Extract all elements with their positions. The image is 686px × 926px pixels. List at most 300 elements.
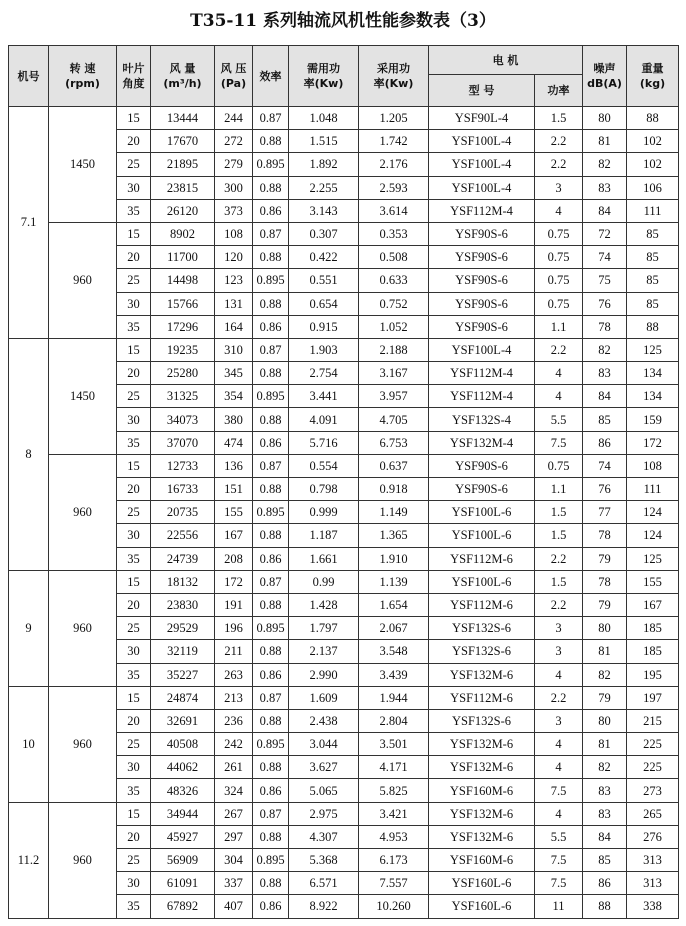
cell-air-flow: 18132 (151, 570, 215, 593)
cell-speed: 960 (49, 570, 117, 686)
cell-motor-power: 4 (535, 733, 583, 756)
cell-noise: 80 (583, 107, 627, 130)
cell-noise: 82 (583, 338, 627, 361)
cell-required-power: 0.307 (289, 222, 359, 245)
cell-air-flow: 32691 (151, 709, 215, 732)
cell-noise: 80 (583, 709, 627, 732)
cell-motor-power: 2.2 (535, 686, 583, 709)
cell-noise: 85 (583, 408, 627, 431)
cell-air-flow: 31325 (151, 385, 215, 408)
cell-air-flow: 61091 (151, 872, 215, 895)
cell-air-flow: 23815 (151, 176, 215, 199)
cell-noise: 79 (583, 547, 627, 570)
cell-motor-power: 1.5 (535, 107, 583, 130)
cell-motor-type: YSF132S-4 (429, 408, 535, 431)
header-speed (49, 46, 117, 107)
cell-air-flow: 12733 (151, 454, 215, 477)
cell-used-power: 4.953 (359, 825, 429, 848)
cell-motor-power: 3 (535, 176, 583, 199)
cell-noise: 85 (583, 849, 627, 872)
cell-pressure: 300 (215, 176, 253, 199)
table-row (9, 222, 679, 245)
cell-efficiency: 0.86 (253, 315, 289, 338)
cell-pressure: 244 (215, 107, 253, 130)
header-speed-line1: 转 速 (69, 62, 96, 75)
cell-motor-type: YSF132S-6 (429, 617, 535, 640)
cell-pressure: 164 (215, 315, 253, 338)
cell-efficiency: 0.895 (253, 501, 289, 524)
cell-efficiency: 0.88 (253, 292, 289, 315)
cell-required-power: 5.716 (289, 431, 359, 454)
header-model-no: 机号 (9, 46, 49, 107)
cell-motor-power: 7.5 (535, 872, 583, 895)
cell-required-power: 8.922 (289, 895, 359, 918)
cell-weight: 124 (627, 501, 679, 524)
cell-blade-angle: 20 (117, 362, 151, 385)
cell-motor-type: YSF132S-6 (429, 640, 535, 663)
cell-motor-type: YSF112M-4 (429, 199, 535, 222)
cell-blade-angle: 35 (117, 431, 151, 454)
cell-pressure: 267 (215, 802, 253, 825)
cell-required-power: 0.554 (289, 454, 359, 477)
cell-noise: 78 (583, 315, 627, 338)
cell-required-power: 1.187 (289, 524, 359, 547)
header-required-power-line2: 率(Kw) (303, 77, 344, 90)
cell-pressure: 261 (215, 756, 253, 779)
cell-required-power: 1.048 (289, 107, 359, 130)
cell-noise: 76 (583, 292, 627, 315)
cell-motor-type: YSF100L-4 (429, 153, 535, 176)
cell-motor-type: YSF90S-6 (429, 246, 535, 269)
header-flow (151, 46, 215, 107)
cell-motor-type: YSF100L-6 (429, 524, 535, 547)
header-pressure (215, 46, 253, 107)
cell-air-flow: 21895 (151, 153, 215, 176)
performance-table (8, 45, 679, 919)
cell-noise: 84 (583, 825, 627, 848)
cell-pressure: 196 (215, 617, 253, 640)
cell-motor-power: 0.75 (535, 269, 583, 292)
header-angle (117, 46, 151, 107)
cell-required-power: 1.903 (289, 338, 359, 361)
cell-noise: 76 (583, 478, 627, 501)
cell-noise: 86 (583, 872, 627, 895)
cell-motor-power: 3 (535, 640, 583, 663)
cell-efficiency: 0.88 (253, 478, 289, 501)
cell-blade-angle: 20 (117, 478, 151, 501)
cell-used-power: 1.365 (359, 524, 429, 547)
cell-used-power: 1.654 (359, 593, 429, 616)
header-motor-power: 功率 (535, 75, 583, 107)
cell-used-power: 1.205 (359, 107, 429, 130)
cell-motor-type: YSF100L-4 (429, 176, 535, 199)
cell-efficiency: 0.87 (253, 107, 289, 130)
cell-pressure: 151 (215, 478, 253, 501)
cell-pressure: 213 (215, 686, 253, 709)
cell-blade-angle: 25 (117, 501, 151, 524)
cell-air-flow: 16733 (151, 478, 215, 501)
cell-air-flow: 20735 (151, 501, 215, 524)
header-weight-line1: 重量 (641, 62, 664, 75)
cell-used-power: 7.557 (359, 872, 429, 895)
cell-used-power: 6.173 (359, 849, 429, 872)
cell-used-power: 2.804 (359, 709, 429, 732)
cell-weight: 225 (627, 733, 679, 756)
cell-noise: 81 (583, 640, 627, 663)
cell-motor-type: YSF112M-4 (429, 385, 535, 408)
cell-air-flow: 19235 (151, 338, 215, 361)
cell-blade-angle: 25 (117, 733, 151, 756)
cell-weight: 124 (627, 524, 679, 547)
cell-noise: 84 (583, 385, 627, 408)
header-angle-line2: 角度 (122, 77, 145, 90)
header-noise (583, 46, 627, 107)
cell-motor-type: YSF132S-6 (429, 709, 535, 732)
cell-used-power: 6.753 (359, 431, 429, 454)
cell-efficiency: 0.88 (253, 246, 289, 269)
cell-efficiency: 0.87 (253, 802, 289, 825)
cell-motor-type: YSF132M-6 (429, 756, 535, 779)
cell-required-power: 0.422 (289, 246, 359, 269)
cell-motor-type: YSF90L-4 (429, 107, 535, 130)
cell-blade-angle: 35 (117, 779, 151, 802)
cell-air-flow: 67892 (151, 895, 215, 918)
cell-noise: 74 (583, 246, 627, 269)
cell-motor-type: YSF160L-6 (429, 895, 535, 918)
cell-motor-type: YSF112M-4 (429, 362, 535, 385)
table-row (9, 107, 679, 130)
cell-weight: 102 (627, 130, 679, 153)
cell-blade-angle: 35 (117, 547, 151, 570)
cell-blade-angle: 20 (117, 825, 151, 848)
cell-motor-type: YSF112M-6 (429, 547, 535, 570)
header-speed-line2: (rpm) (65, 77, 100, 90)
cell-required-power: 4.091 (289, 408, 359, 431)
cell-motor-power: 7.5 (535, 849, 583, 872)
cell-weight: 134 (627, 385, 679, 408)
cell-used-power: 5.825 (359, 779, 429, 802)
cell-used-power: 2.176 (359, 153, 429, 176)
cell-efficiency: 0.87 (253, 454, 289, 477)
cell-used-power: 3.957 (359, 385, 429, 408)
cell-air-flow: 45927 (151, 825, 215, 848)
cell-motor-type: YSF90S-6 (429, 454, 535, 477)
cell-pressure: 211 (215, 640, 253, 663)
cell-used-power: 0.353 (359, 222, 429, 245)
cell-blade-angle: 25 (117, 153, 151, 176)
cell-used-power: 0.508 (359, 246, 429, 269)
cell-speed: 960 (49, 222, 117, 338)
cell-efficiency: 0.88 (253, 825, 289, 848)
cell-weight: 125 (627, 547, 679, 570)
cell-used-power: 2.593 (359, 176, 429, 199)
cell-air-flow: 37070 (151, 431, 215, 454)
cell-required-power: 1.661 (289, 547, 359, 570)
cell-motor-type: YSF160M-6 (429, 849, 535, 872)
cell-motor-power: 4 (535, 199, 583, 222)
cell-blade-angle: 35 (117, 199, 151, 222)
cell-required-power: 1.892 (289, 153, 359, 176)
cell-required-power: 2.137 (289, 640, 359, 663)
cell-air-flow: 56909 (151, 849, 215, 872)
cell-efficiency: 0.88 (253, 872, 289, 895)
table-header (9, 46, 679, 107)
cell-motor-type: YSF132M-4 (429, 431, 535, 454)
cell-required-power: 5.065 (289, 779, 359, 802)
cell-used-power: 1.910 (359, 547, 429, 570)
cell-motor-type: YSF160L-6 (429, 872, 535, 895)
cell-air-flow: 15766 (151, 292, 215, 315)
header-motor: 电 机 (429, 46, 583, 75)
cell-pressure: 136 (215, 454, 253, 477)
cell-blade-angle: 30 (117, 408, 151, 431)
header-weight (627, 46, 679, 107)
cell-required-power: 2.754 (289, 362, 359, 385)
cell-efficiency: 0.86 (253, 431, 289, 454)
cell-weight: 167 (627, 593, 679, 616)
cell-blade-angle: 25 (117, 849, 151, 872)
cell-motor-power: 7.5 (535, 779, 583, 802)
cell-blade-angle: 25 (117, 385, 151, 408)
cell-noise: 81 (583, 733, 627, 756)
cell-air-flow: 11700 (151, 246, 215, 269)
cell-motor-power: 1.1 (535, 315, 583, 338)
cell-blade-angle: 25 (117, 617, 151, 640)
cell-required-power: 2.975 (289, 802, 359, 825)
cell-motor-type: YSF100L-6 (429, 570, 535, 593)
cell-weight: 85 (627, 269, 679, 292)
cell-required-power: 2.990 (289, 663, 359, 686)
header-flow-line1: 风 量 (169, 62, 196, 75)
cell-weight: 172 (627, 431, 679, 454)
cell-motor-type: YSF160M-6 (429, 779, 535, 802)
cell-weight: 85 (627, 246, 679, 269)
cell-air-flow: 26120 (151, 199, 215, 222)
header-pressure-line2: (Pa) (220, 77, 247, 90)
cell-noise: 83 (583, 362, 627, 385)
cell-air-flow: 17670 (151, 130, 215, 153)
cell-efficiency: 0.86 (253, 895, 289, 918)
cell-noise: 79 (583, 593, 627, 616)
cell-blade-angle: 15 (117, 338, 151, 361)
cell-used-power: 0.752 (359, 292, 429, 315)
table-row (9, 802, 679, 825)
cell-required-power: 3.441 (289, 385, 359, 408)
cell-speed: 1450 (49, 338, 117, 454)
cell-noise: 82 (583, 153, 627, 176)
cell-used-power: 2.188 (359, 338, 429, 361)
cell-used-power: 1.742 (359, 130, 429, 153)
cell-motor-power: 7.5 (535, 431, 583, 454)
cell-required-power: 0.798 (289, 478, 359, 501)
cell-weight: 102 (627, 153, 679, 176)
cell-motor-power: 1.5 (535, 570, 583, 593)
cell-noise: 84 (583, 199, 627, 222)
cell-pressure: 167 (215, 524, 253, 547)
cell-air-flow: 32119 (151, 640, 215, 663)
cell-required-power: 3.143 (289, 199, 359, 222)
cell-speed: 1450 (49, 107, 117, 223)
cell-weight: 134 (627, 362, 679, 385)
cell-required-power: 0.99 (289, 570, 359, 593)
cell-efficiency: 0.87 (253, 338, 289, 361)
cell-efficiency: 0.86 (253, 547, 289, 570)
cell-blade-angle: 30 (117, 524, 151, 547)
cell-pressure: 407 (215, 895, 253, 918)
table-row (9, 686, 679, 709)
cell-efficiency: 0.895 (253, 269, 289, 292)
cell-efficiency: 0.88 (253, 130, 289, 153)
cell-weight: 313 (627, 849, 679, 872)
cell-air-flow: 14498 (151, 269, 215, 292)
cell-noise: 82 (583, 663, 627, 686)
cell-required-power: 1.515 (289, 130, 359, 153)
cell-efficiency: 0.88 (253, 640, 289, 663)
cell-noise: 74 (583, 454, 627, 477)
cell-motor-power: 11 (535, 895, 583, 918)
cell-used-power: 4.171 (359, 756, 429, 779)
cell-required-power: 3.044 (289, 733, 359, 756)
cell-weight: 195 (627, 663, 679, 686)
cell-motor-power: 0.75 (535, 222, 583, 245)
cell-noise: 83 (583, 802, 627, 825)
cell-efficiency: 0.88 (253, 756, 289, 779)
cell-motor-type: YSF132M-6 (429, 802, 535, 825)
cell-pressure: 131 (215, 292, 253, 315)
cell-efficiency: 0.88 (253, 408, 289, 431)
cell-weight: 215 (627, 709, 679, 732)
cell-noise: 83 (583, 176, 627, 199)
cell-weight: 155 (627, 570, 679, 593)
cell-motor-power: 3 (535, 617, 583, 640)
cell-pressure: 208 (215, 547, 253, 570)
cell-noise: 77 (583, 501, 627, 524)
cell-noise: 86 (583, 431, 627, 454)
cell-efficiency: 0.86 (253, 663, 289, 686)
cell-pressure: 123 (215, 269, 253, 292)
cell-used-power: 3.614 (359, 199, 429, 222)
cell-efficiency: 0.86 (253, 199, 289, 222)
cell-blade-angle: 15 (117, 570, 151, 593)
cell-blade-angle: 20 (117, 593, 151, 616)
cell-weight: 85 (627, 222, 679, 245)
cell-model-no: 9 (9, 570, 49, 686)
cell-pressure: 236 (215, 709, 253, 732)
cell-required-power: 0.654 (289, 292, 359, 315)
cell-noise: 75 (583, 269, 627, 292)
cell-efficiency: 0.86 (253, 779, 289, 802)
cell-required-power: 5.368 (289, 849, 359, 872)
cell-pressure: 337 (215, 872, 253, 895)
cell-blade-angle: 15 (117, 686, 151, 709)
cell-required-power: 1.609 (289, 686, 359, 709)
cell-pressure: 242 (215, 733, 253, 756)
cell-air-flow: 35227 (151, 663, 215, 686)
cell-motor-power: 1.5 (535, 501, 583, 524)
cell-model-no: 7.1 (9, 107, 49, 339)
cell-motor-power: 0.75 (535, 454, 583, 477)
header-motor-type: 型 号 (429, 75, 535, 107)
cell-air-flow: 24739 (151, 547, 215, 570)
cell-motor-type: YSF90S-6 (429, 222, 535, 245)
cell-used-power: 1.052 (359, 315, 429, 338)
cell-air-flow: 25280 (151, 362, 215, 385)
cell-pressure: 380 (215, 408, 253, 431)
cell-pressure: 373 (215, 199, 253, 222)
table-body (9, 107, 679, 919)
cell-motor-power: 4 (535, 802, 583, 825)
cell-weight: 159 (627, 408, 679, 431)
cell-air-flow: 22556 (151, 524, 215, 547)
cell-weight: 111 (627, 478, 679, 501)
page-title: T35-11 系列轴流风机性能参数表（3） (190, 11, 496, 31)
table-row (9, 454, 679, 477)
cell-required-power: 0.915 (289, 315, 359, 338)
cell-motor-type: YSF132M-6 (429, 825, 535, 848)
cell-weight: 338 (627, 895, 679, 918)
cell-motor-type: YSF90S-6 (429, 292, 535, 315)
cell-used-power: 3.439 (359, 663, 429, 686)
cell-motor-power: 2.2 (535, 547, 583, 570)
cell-air-flow: 23830 (151, 593, 215, 616)
cell-blade-angle: 20 (117, 246, 151, 269)
cell-pressure: 345 (215, 362, 253, 385)
cell-efficiency: 0.88 (253, 593, 289, 616)
cell-model-no: 10 (9, 686, 49, 802)
cell-weight: 197 (627, 686, 679, 709)
cell-motor-power: 2.2 (535, 153, 583, 176)
cell-used-power: 0.918 (359, 478, 429, 501)
cell-required-power: 0.551 (289, 269, 359, 292)
cell-motor-power: 1.1 (535, 478, 583, 501)
cell-air-flow: 24874 (151, 686, 215, 709)
cell-pressure: 304 (215, 849, 253, 872)
cell-pressure: 191 (215, 593, 253, 616)
cell-air-flow: 40508 (151, 733, 215, 756)
cell-required-power: 2.438 (289, 709, 359, 732)
cell-blade-angle: 35 (117, 895, 151, 918)
cell-weight: 185 (627, 617, 679, 640)
cell-noise: 79 (583, 686, 627, 709)
cell-blade-angle: 30 (117, 872, 151, 895)
cell-speed: 960 (49, 454, 117, 570)
cell-used-power: 0.637 (359, 454, 429, 477)
cell-motor-type: YSF100L-4 (429, 338, 535, 361)
cell-motor-type: YSF90S-6 (429, 478, 535, 501)
cell-noise: 81 (583, 130, 627, 153)
cell-motor-power: 4 (535, 385, 583, 408)
cell-motor-power: 5.5 (535, 408, 583, 431)
cell-weight: 108 (627, 454, 679, 477)
cell-air-flow: 13444 (151, 107, 215, 130)
cell-efficiency: 0.895 (253, 153, 289, 176)
cell-pressure: 155 (215, 501, 253, 524)
cell-used-power: 0.633 (359, 269, 429, 292)
cell-required-power: 4.307 (289, 825, 359, 848)
cell-air-flow: 17296 (151, 315, 215, 338)
cell-used-power: 1.139 (359, 570, 429, 593)
cell-used-power: 1.944 (359, 686, 429, 709)
cell-used-power: 10.260 (359, 895, 429, 918)
cell-pressure: 354 (215, 385, 253, 408)
cell-motor-type: YSF132M-6 (429, 733, 535, 756)
cell-blade-angle: 20 (117, 130, 151, 153)
cell-motor-type: YSF112M-6 (429, 593, 535, 616)
header-efficiency: 效率 (253, 46, 289, 107)
cell-required-power: 0.999 (289, 501, 359, 524)
header-weight-line2: (kg) (639, 77, 666, 90)
cell-motor-power: 1.5 (535, 524, 583, 547)
